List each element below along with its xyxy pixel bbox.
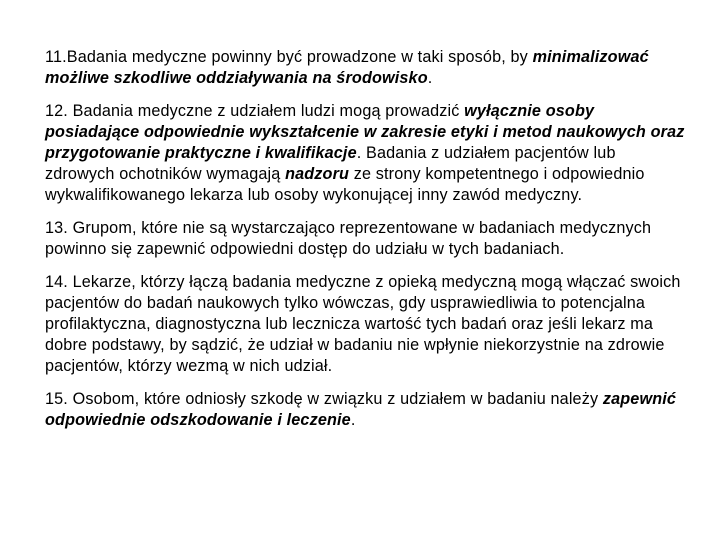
emphasized-text: minimalizować możliwe szkodliwe oddziaływania na środowisko <box>45 48 649 87</box>
paragraph-14 <box>45 272 685 377</box>
paragraph-11 <box>45 47 685 89</box>
paragraph-text: 15. Osobom, które odniosły szkodę w związku z udziałem w badaniu należy <box>45 390 603 408</box>
paragraph-text: 14. Lekarze, którzy łączą badania medyczne z opieką medyczną mogą włączać swoich pacjentów do badań naukowych tylko wówczas, gdy usprawiedliwia to potencjalna profilaktyczna, diagnostyczna lub lecznicza wartość tych badań oraz jeśli lekarz ma dobre podstawy, by sądzić, że udział w badaniu nie wpłynie niekorzystnie na zdrowie pacjentów, którzy wezmą w nich udział. <box>45 273 681 375</box>
emphasized-text: zapewnić odpowiednie odszkodowanie i leczenie <box>45 390 677 429</box>
paragraph-text: . <box>350 411 356 429</box>
paragraph-13 <box>45 218 685 260</box>
paragraph-text: 11.Badania medyczne powinny być prowadzone w taki sposób, by <box>45 48 533 66</box>
paragraph-text: ze strony kompetentnego i odpowiednio wykwalifikowanego lekarza lub osoby wykonującej inny zawód medyczny. <box>45 165 645 204</box>
document-body <box>45 47 685 443</box>
paragraph-text: . Badania z udziałem pacjentów lub zdrowych ochotników wymagają <box>45 144 616 183</box>
paragraph-text: 12. Badania medyczne z udziałem ludzi mogą prowadzić <box>45 102 465 120</box>
paragraph-text: . <box>427 69 433 87</box>
emphasized-text: wyłącznie osoby posiadające odpowiednie wykształcenie w zakresie etyki i metod naukowych oraz przygotowanie praktyczne i kwalifikacje <box>45 102 685 162</box>
emphasized-text: nadzoru <box>285 165 350 183</box>
paragraph-text: 13. Grupom, które nie są wystarczająco reprezentowane w badaniach medycznych powinno się zapewnić odpowiedni dostęp do udziału w tych badaniach. <box>45 219 652 258</box>
paragraph-12 <box>45 101 685 206</box>
paragraph-15 <box>45 389 685 431</box>
